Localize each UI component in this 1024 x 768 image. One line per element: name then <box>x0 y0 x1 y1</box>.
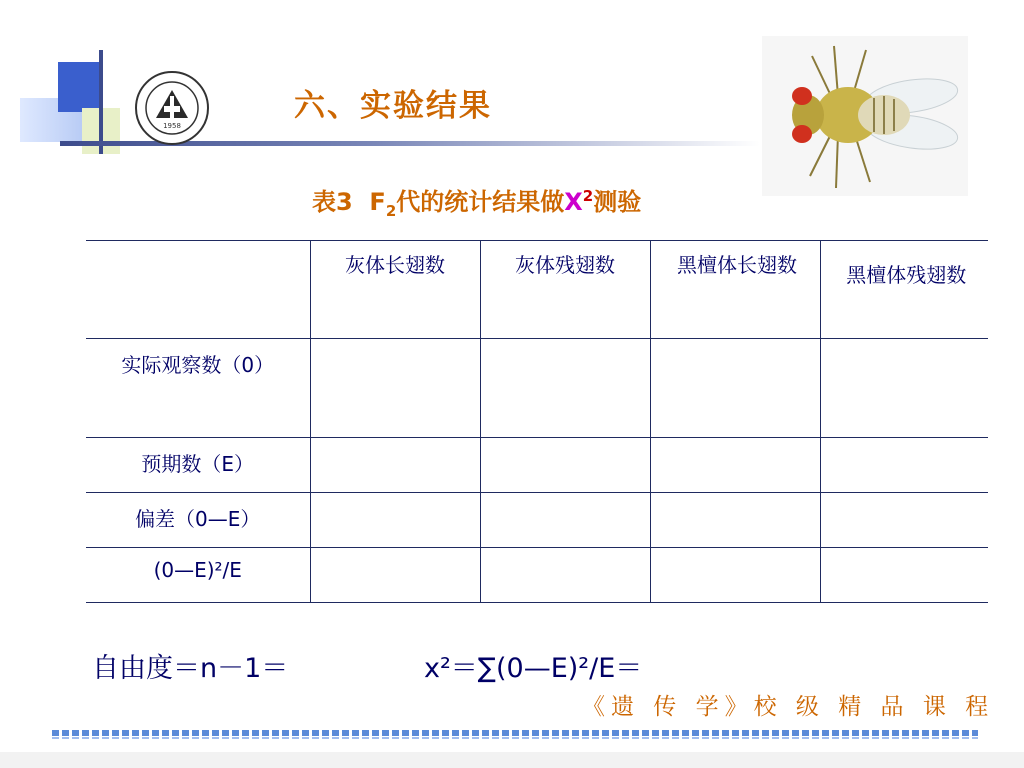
university-logo-icon <box>134 70 210 146</box>
row-label-observed: 实际观察数（0） <box>86 339 310 438</box>
table-row <box>86 548 988 603</box>
table-cell <box>650 548 820 603</box>
table-cell <box>650 493 820 548</box>
chi-square-table <box>86 240 988 603</box>
table-row <box>86 339 988 438</box>
caption-suffix: 测验 <box>593 188 642 216</box>
caption-x-superscript: 2 <box>582 187 594 205</box>
table-row <box>86 438 988 493</box>
table-cell <box>480 548 650 603</box>
header-gray-vestigial-wing: 灰体残翅数 <box>480 241 650 339</box>
header-ebony-long-wing: 黑檀体长翅数 <box>650 241 820 339</box>
degrees-of-freedom-formula: 自由度＝n－1＝ <box>92 653 289 684</box>
table-cell <box>650 438 820 493</box>
table-cell <box>820 438 988 493</box>
row-label-deviation: 偏差（0—E） <box>86 493 310 548</box>
table-cell <box>310 548 480 603</box>
fruit-fly-image <box>762 36 968 196</box>
decor-vertical-line <box>99 50 103 154</box>
table-cell <box>820 493 988 548</box>
table-cell <box>310 438 480 493</box>
table-header-row <box>86 241 988 339</box>
table-caption <box>312 182 641 220</box>
row-label-chi-term: (0—E)²/E <box>86 548 310 603</box>
chi-square-formula: x²＝∑(0—E)²/E＝ <box>424 653 643 684</box>
table-cell <box>480 493 650 548</box>
decor-dashed-line-light <box>52 737 978 739</box>
caption-middle: 代的统计结果做 <box>396 188 565 216</box>
header-ebony-vestigial-wing: 黑檀体残翅数 <box>820 241 988 339</box>
header-gray-long-wing: 灰体长翅数 <box>310 241 480 339</box>
table-cell <box>820 339 988 438</box>
table-cell <box>310 493 480 548</box>
table-cell <box>310 339 480 438</box>
table-cell <box>480 339 650 438</box>
table-cell <box>480 438 650 493</box>
caption-prefix: 表3 <box>312 188 353 216</box>
caption-x: X <box>564 188 583 216</box>
decor-block-blue <box>58 62 102 112</box>
course-footer: 《遗 传 学》校 级 精 品 课 程 <box>582 694 995 720</box>
logo-year: 1958 <box>163 122 181 130</box>
table-row <box>86 493 988 548</box>
decor-dashed-line <box>52 730 978 736</box>
row-label-expected: 预期数（E） <box>86 438 310 493</box>
header-cell-empty <box>86 241 310 339</box>
caption-f-subscript: 2 <box>385 201 397 220</box>
table-cell <box>650 339 820 438</box>
caption-f: F <box>369 188 386 216</box>
page-title: 六、实验结果 <box>294 88 492 124</box>
bottom-bar <box>0 752 1024 768</box>
table-cell <box>820 548 988 603</box>
